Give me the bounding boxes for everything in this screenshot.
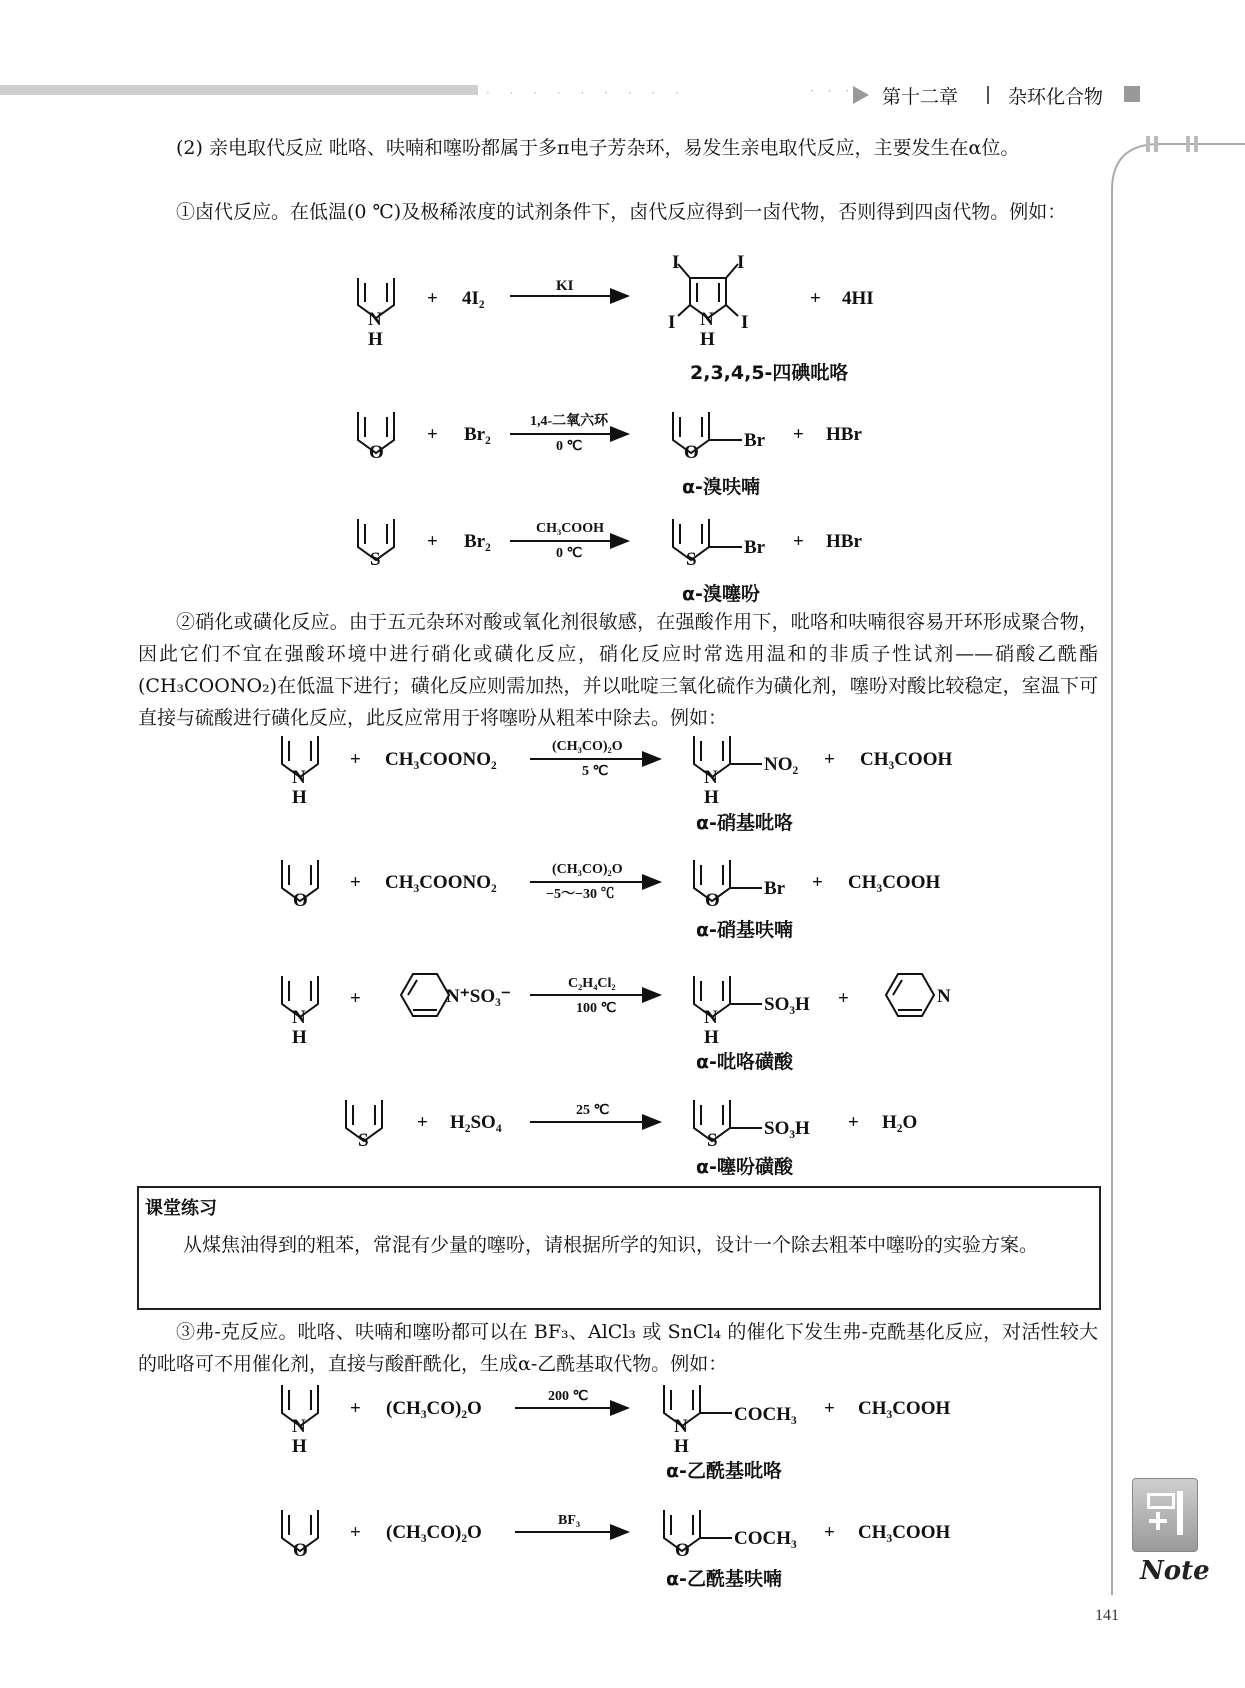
compound-name-acetylfuran: α-乙酰基呋喃 xyxy=(666,1568,782,1590)
r1-product-h: H xyxy=(700,329,715,350)
r8-plus-2: + xyxy=(824,1398,835,1419)
r9-substituent: COCH₃ xyxy=(734,1528,797,1549)
chapter-label: 第十二章 xyxy=(882,86,959,108)
r1-n-atom: N xyxy=(368,309,382,330)
r6-reagent: N⁺SO₃⁻ xyxy=(446,986,511,1007)
r5-plus-2: + xyxy=(812,872,823,893)
r9-plus: + xyxy=(350,1522,361,1543)
r4-reagent: CH₃COONO₂ xyxy=(385,749,497,770)
compound-name-acetylpyrrole: α-乙酰基吡咯 xyxy=(666,1460,782,1482)
r7-reagent: H₂SO₄ xyxy=(450,1112,502,1133)
exercise-title: 课堂练习 xyxy=(145,1198,217,1219)
compound-name-bromothiophene: α-溴噻吩 xyxy=(682,583,760,605)
r5-plus: + xyxy=(350,872,361,893)
r8-h-atom: H xyxy=(292,1436,307,1457)
r5-side-product: CH₃COOH xyxy=(848,872,941,893)
r9-condition-top: BF₃ xyxy=(558,1513,581,1528)
r1-condition: KI xyxy=(556,278,574,294)
r1-reagent: 4I₂ xyxy=(462,288,485,309)
r2-condition-bottom: 0 ℃ xyxy=(556,439,583,454)
r7-product-s: S xyxy=(707,1130,718,1151)
r8-product-n: N xyxy=(674,1416,688,1437)
r6-condition-bottom: 100 ℃ xyxy=(576,1001,617,1016)
r5-o-atom: O xyxy=(293,890,308,911)
paragraph-electrophilic: (2) 亲电取代反应 吡咯、呋喃和噻吩都属于多π电子芳杂环，易发生亲电取代反应，主要发生在α位。 xyxy=(176,137,1020,159)
r8-n-atom: N xyxy=(292,1416,306,1437)
header-arrow-dots: · · · xyxy=(810,84,855,98)
r2-plus: + xyxy=(427,424,438,445)
r1-plus-2: + xyxy=(810,288,821,309)
r6-product-h: H xyxy=(704,1027,719,1048)
r3-side-product: HBr xyxy=(826,531,862,552)
r7-condition-top: 25 ℃ xyxy=(576,1103,610,1118)
r4-substituent: NO₂ xyxy=(764,754,799,775)
r6-h-atom: H xyxy=(292,1027,307,1048)
compound-name-tetraiodopyrrole: 2,3,4,5-四碘吡咯 xyxy=(690,362,849,384)
r5-condition-top: (CH₃CO)₂O xyxy=(552,862,623,877)
r9-product-o: O xyxy=(675,1540,690,1561)
compound-name-pyrrolesulfonic-acid: α-吡咯磺酸 xyxy=(696,1051,793,1073)
r3-plus-2: + xyxy=(793,531,804,552)
r7-plus-2: + xyxy=(848,1112,859,1133)
r9-o-atom: O xyxy=(293,1540,308,1561)
compound-name-nitropyrrole: α-硝基吡咯 xyxy=(696,812,793,834)
r8-reagent: (CH₃CO)₂O xyxy=(386,1398,482,1419)
r4-condition-bottom: 5 ℃ xyxy=(582,764,609,779)
r6-pyridine-n: N xyxy=(937,986,951,1007)
r3-reagent: Br₂ xyxy=(464,531,491,552)
r4-plus-2: + xyxy=(824,749,835,770)
r1-h-atom: H xyxy=(368,329,383,350)
r1-plus: + xyxy=(427,288,438,309)
r6-plus-2: + xyxy=(838,988,849,1009)
r7-s-atom: S xyxy=(358,1130,369,1151)
r5-reagent: CH₃COONO₂ xyxy=(385,872,497,893)
r1-iodine-3: I xyxy=(672,252,680,273)
r8-plus: + xyxy=(350,1398,361,1419)
r4-product-n: N xyxy=(704,767,718,788)
r4-side-product: CH₃COOH xyxy=(860,749,953,770)
r6-plus: + xyxy=(350,988,361,1009)
r1-iodine-4: I xyxy=(737,252,745,273)
r3-product-s: S xyxy=(686,549,697,570)
r2-plus-2: + xyxy=(793,424,804,445)
r3-s-atom: S xyxy=(370,549,381,570)
r2-side-product: HBr xyxy=(826,424,862,445)
r6-substituent: SO₃H xyxy=(764,994,810,1015)
r3-condition-top: CH₃COOH xyxy=(536,521,604,536)
r8-condition-top: 200 ℃ xyxy=(548,1389,589,1404)
header-dots: · · · · · · · · · xyxy=(486,86,687,100)
r2-reagent: Br₂ xyxy=(464,424,491,445)
r7-substituent: SO₃H xyxy=(764,1118,810,1139)
r2-substituent: Br xyxy=(744,430,766,451)
r7-plus: + xyxy=(417,1112,428,1133)
r4-h-atom: H xyxy=(292,787,307,808)
r1-iodine-2: I xyxy=(668,312,676,333)
r2-product-o: O xyxy=(684,442,699,463)
r2-condition-top: 1,4-二氧六环 xyxy=(530,414,609,429)
r4-product-h: H xyxy=(704,787,719,808)
r4-n-atom: N xyxy=(292,767,306,788)
paragraph-nitration-sulfonation: ②硝化或磺化反应。由于五元杂环对酸或氧化剂很敏感，在强酸作用下，吡咯和呋喃很容易开环形成聚合物，因此它们不宜在强酸环境中进行硝化或磺化反应，硝化反应时常选用温和的非质子性试剂——硝酸乙酰酯(CH₃COONO₂)在低温下进行；磺化反应则需加热，并以吡啶三氧化硫作为磺化剂，噻吩对酸比较稳定，室温下可直接与硫酸进行磺化反应，此反应常用于将噻吩从粗苯中除去。例如： xyxy=(138,611,1098,729)
r3-plus: + xyxy=(427,531,438,552)
exercise-body: 从煤焦油得到的粗苯，常混有少量的噻吩，请根据所学的知识，设计一个除去粗苯中噻吩的实验方案。 xyxy=(183,1234,1039,1256)
r9-side-product: CH₃COOH xyxy=(858,1522,951,1543)
r1-product-n: N xyxy=(700,309,714,330)
r6-n-atom: N xyxy=(292,1007,306,1028)
paragraph-halogenation: ①卤代反应。在低温(0 ℃)及极稀浓度的试剂条件下，卤代反应得到一卤代物，否则得到四卤代物。例如： xyxy=(176,201,1067,223)
r1-side-product: 4HI xyxy=(842,288,874,309)
r9-plus-2: + xyxy=(824,1522,835,1543)
r9-reagent: (CH₃CO)₂O xyxy=(386,1522,482,1543)
r8-side-product: CH₃COOH xyxy=(858,1398,951,1419)
r7-side-product: H₂O xyxy=(882,1112,918,1133)
r6-condition-top: C₂H₄Cl₂ xyxy=(568,976,616,991)
r6-product-n: N xyxy=(704,1007,718,1028)
compound-name-thiophenesulfonic-acid: α-噻吩磺酸 xyxy=(696,1156,793,1178)
r4-plus: + xyxy=(350,749,361,770)
compound-name-bromofuran: α-溴呋喃 xyxy=(682,476,760,498)
r4-condition-top: (CH₃CO)₂O xyxy=(552,739,623,754)
note-label: Note xyxy=(1140,1556,1210,1586)
compound-name-nitrofuran: α-硝基呋喃 xyxy=(696,919,793,941)
r5-substituent: Br xyxy=(764,878,786,899)
r3-condition-bottom: 0 ℃ xyxy=(556,546,583,561)
paragraph-friedel-crafts: ③弗-克反应。吡咯、呋喃和噻吩都可以在 BF₃、AlCl₃ 或 SnCl₄ 的催化下发生弗-克酰基化反应，对活性较大的吡咯可不用催化剂，直接与酸酐酰化，生成α-乙酰基取代物。例如： xyxy=(138,1321,1098,1375)
r5-product-o: O xyxy=(705,890,720,911)
r1-iodine-5: I xyxy=(741,312,749,333)
r2-o-atom: O xyxy=(369,442,384,463)
chapter-title: 杂环化合物 xyxy=(1008,86,1104,108)
page-number: 141 xyxy=(1095,1607,1119,1624)
r3-substituent: Br xyxy=(744,537,766,558)
r5-condition-bottom: −5～−30 ℃ xyxy=(546,887,615,902)
r8-product-h: H xyxy=(674,1436,689,1457)
r8-substituent: COCH₃ xyxy=(734,1404,797,1425)
